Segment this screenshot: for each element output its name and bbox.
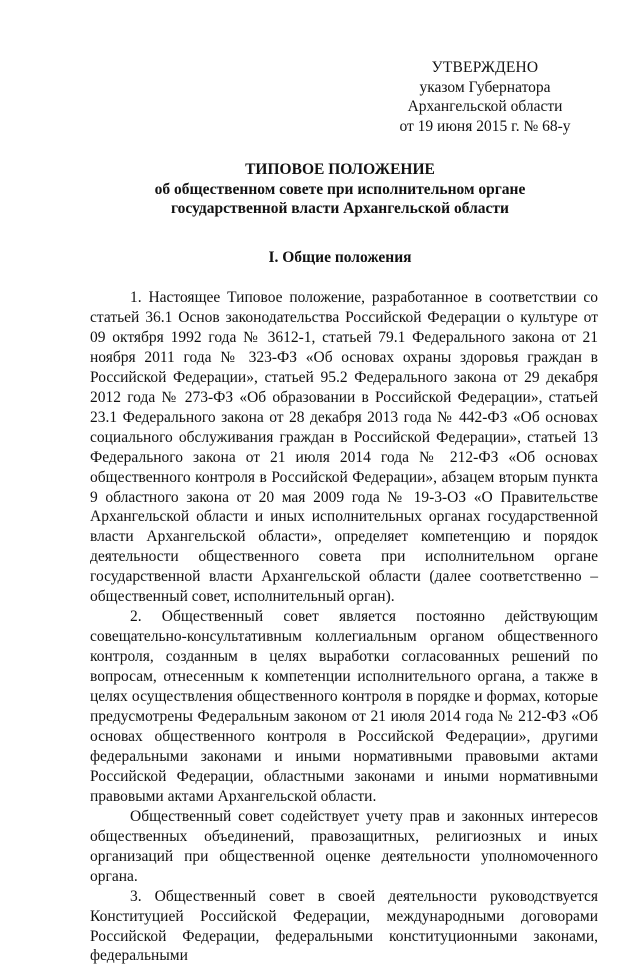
approval-line-1: указом Губернатора — [419, 78, 551, 96]
title-sub-2: государственной власти Архангельской области — [171, 200, 509, 217]
section-heading: I. Общие положения — [268, 249, 412, 266]
approval-line-3: от 19 июня 2015 г. № 68-у — [399, 117, 571, 135]
approval-heading: УТВЕРЖДЕНО — [431, 59, 539, 76]
paragraph-2: 2. Общественный совет является постоянно действующим совещательно-консультативным коллегиальным органом общественного контроля, созданным в целях выработки согласованных решений по вопросам, отнесенным к компетенции исполнительного органа, а также в целях осуществления общественного контроля в порядке и формах, которые предусмотрены Федеральным законом от 21 июля 2014 года № 212-ФЗ «Об основах общественного контроля в Российской Федерации», другими федеральными законами и иными нормативными правовыми актами Российской Федерации, областными законами и иными нормативными правовыми актами Архангельской области. — [90, 608, 598, 805]
approval-line-2: Архангельской области — [407, 98, 563, 115]
title-sub-1: об общественном совете при исполнительном органе — [154, 180, 526, 198]
paragraph-3: Общественный совет содействует учету прав и законных интересов общественных объединений, правозащитных, религиозных и иных организаций при общественной оценке деятельности уполномоченного органа. — [90, 807, 598, 885]
document-body — [90, 288, 598, 966]
title-main: ТИПОВОЕ ПОЛОЖЕНИЕ — [245, 161, 435, 178]
paragraph-4: 3. Общественный совет в своей деятельности руководствуется Конституцией Российской Федерации, международными договорами Российской Федерации, федеральными конституционными законами, федеральными — [90, 887, 598, 965]
paragraph-1: 1. Настоящее Типовое положение, разработанное в соответствии со статьей 36.1 Основ законодательства Российской Федерации о культуре от 09 октября 1992 года № 3612-1, статьей 79.1 Федерального закона от 21 ноября 2011 года № 323-ФЗ «Об основах охраны здоровья граждан в Российской Федерации», статьей 95.2 Федерального закона от 29 декабря 2012 года № 273-ФЗ «Об образовании в Российской Федерации», статьей 23.1 Федерального закона от 28 декабря 2013 года № 442-ФЗ «Об основах социального обслуживания граждан в Российской Федерации», статьей 13 Федерального закона от 21 июля 2014 года № 212-ФЗ «Об основах общественного контроля в Российской Федерации», абзацем вторым пункта 9 областного закона от 20 мая 2009 года № 19-3-ОЗ «О Правительстве Архангельской области и иных исполнительных органах государственной власти Архангельской области», определяет компетенцию и порядок деятельности общественного совета при исполнительном органе государственной власти Архангельской области (далее соответственно – общественный совет, исполнительный орган). — [90, 289, 598, 606]
approval-stamp — [380, 58, 590, 136]
document-title — [60, 160, 620, 219]
